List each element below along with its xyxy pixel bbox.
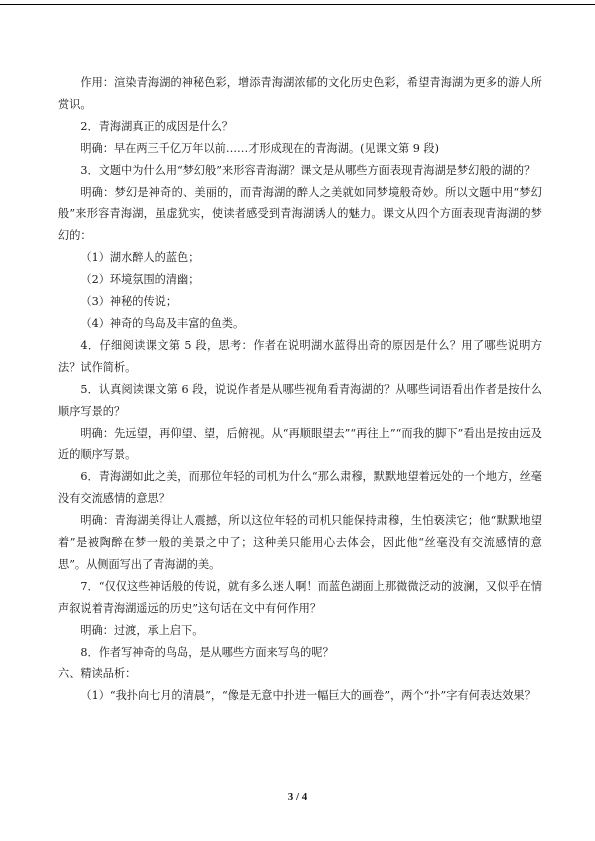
answer-5: 明确：先远望，再仰望、望，后俯视。从“再顺眼望去”“再往上”“而我的脚下”看出是按由远及近的顺序写景。 <box>58 426 542 462</box>
question-5: 5．认真阅读课文第 6 段，说说作者是从哪些视角看青海湖的？从哪些词语看出作者是按什么顺序写景的？ <box>58 382 542 418</box>
list-item: （4）神奇的鸟岛及丰富的鱼类。 <box>80 316 245 330</box>
analysis-question-1: （1）“我扑向七月的清晨”，“像是无意中扑进一幅巨大的画卷”，两个“扑”字有何表达效果？ <box>80 689 536 703</box>
section-heading: 六、精读品析： <box>58 667 137 681</box>
header-rule <box>0 4 595 5</box>
list-item: （1）湖水醉人的蓝色； <box>80 251 200 265</box>
paragraph: 作用：渲染青海湖的神秘色彩，增添青海湖浓郁的文化历史色彩，希望青海湖为更多的游人所赏识。 <box>58 76 542 111</box>
list-item: （2）环境氛围的清幽； <box>80 273 200 287</box>
document-body <box>58 72 542 707</box>
answer-3: 明确：梦幻是神奇的、美丽的，而青海湖的醉人之美就如同梦境般奇妙。所以文题中用“梦幻般”来形容青海湖，虽虚犹实，使读者感受到青海湖诱人的魅力。课文从四个方面表现青海湖的梦幻的： <box>58 185 542 243</box>
page-number: 3 / 4 <box>287 791 308 803</box>
answer-6: 明确：青海湖美得让人震撼，所以这位年轻的司机只能保持肃穆，生怕亵渎它；他“默默地望着”是被陶醉在梦一般的美景之中了；这种美只能用心去体会，因此他“丝毫没有交流感情的意思”。从侧面写出了青海湖的美。 <box>58 514 542 571</box>
question-8: 8．作者写神奇的鸟岛，是从哪些方面来写鸟的呢？ <box>80 645 334 659</box>
question-7: 7．“仅仅这些神话般的传说，就有多么迷人啊！而蓝色湖面上那微微泛动的波澜，又似乎在情声叙说着青海湖遥远的历史”这句话在文中有何作用？ <box>58 579 542 615</box>
answer-2: 明确：早在两三千亿万年以前……才形成现在的青海湖。(见课文第 9 段) <box>80 141 439 155</box>
question-2: 2．青海湖真正的成因是什么？ <box>80 119 233 133</box>
answer-7: 明确：过渡，承上启下。 <box>80 623 204 637</box>
question-4: 4．仔细阅读课文第 5 段，思考：作者在说明湖水蓝得出奇的原因是什么？用了哪些说明方法？试作简析。 <box>58 338 542 374</box>
list-item: （3）神秘的传说； <box>80 295 178 309</box>
question-3: 3．文题中为什么用“梦幻般”来形容青海湖？课文是从哪些方面表现青海湖是梦幻般的湖的？ <box>80 163 536 177</box>
question-6: 6．青海湖如此之美，而那位年轻的司机为什么“那么肃穆，默默地望着远处的一个地方，丝毫没有交流感情的意思？ <box>58 470 542 506</box>
